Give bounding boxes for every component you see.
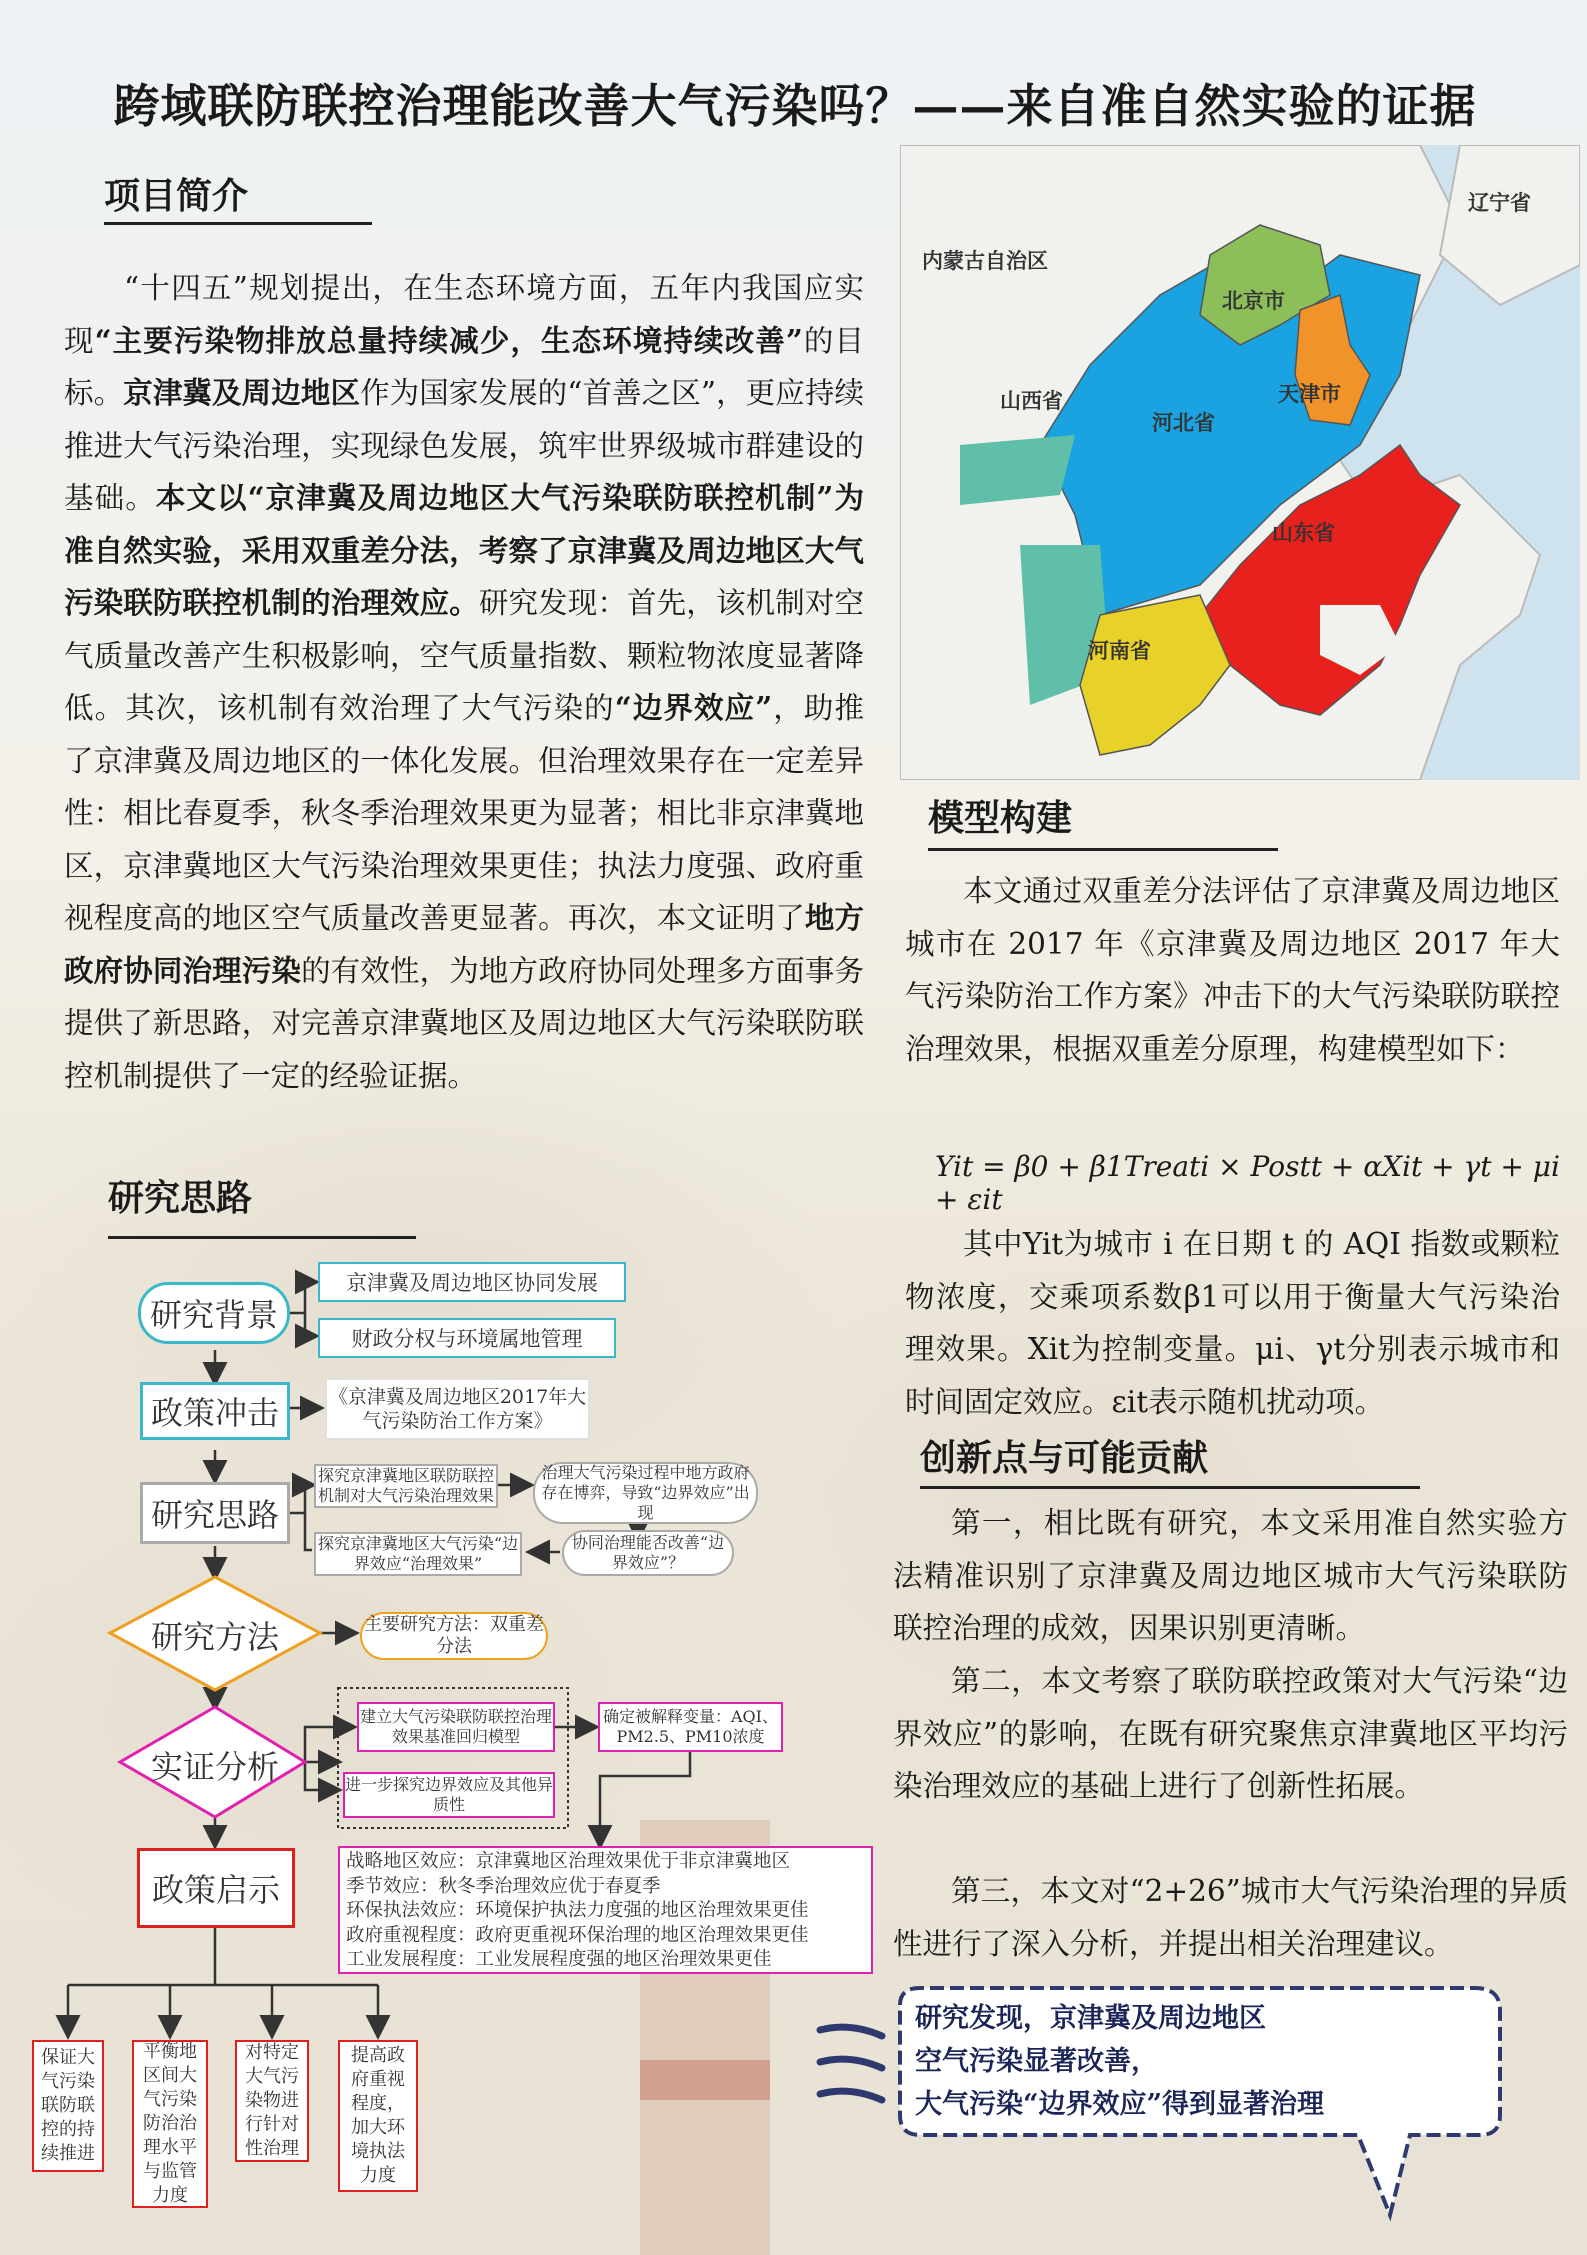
node-research-method: 研究方法 bbox=[150, 1618, 279, 1656]
policy-item: 《京津冀及周边地区2017年大气污染防治工作方案》 bbox=[325, 1378, 590, 1440]
innovation-point-3: 第三，本文对“2+26”城市大气污染治理的异质性进行了深入分析，并提出相关治理建议。 bbox=[893, 1874, 1568, 1961]
results-box bbox=[338, 1846, 873, 1974]
intro-heading: 项目简介 bbox=[104, 175, 249, 217]
method-item: 主要研究方法：双重差分法 bbox=[360, 1612, 548, 1660]
label-shandong: 山东省 bbox=[1272, 520, 1335, 545]
implication-leaf-1: 保证大气污染联防联控的持续推进 bbox=[32, 2040, 104, 2172]
idea-item-4: 协同治理能否改善“边界效应”？ bbox=[562, 1530, 734, 1576]
research-heading: 研究思路 bbox=[108, 1177, 253, 1219]
empirical-item-1: 建立大气污染联防联控治理效果基准回归模型 bbox=[357, 1702, 555, 1752]
bubble-text: 研究发现，京津冀及周边地区 空气污染显著改善， 大气污染“边界效应”得到显著治理 bbox=[915, 2003, 1325, 2120]
label-neimenggu: 内蒙古自治区 bbox=[922, 248, 1048, 273]
result-enforcement: 环保执法效应：环境保护执法力度强的地区治理效果更佳 bbox=[346, 1900, 809, 1921]
innovation-heading: 创新点与可能贡献 bbox=[920, 1437, 1209, 1479]
node-policy-implication: 政策启示 bbox=[137, 1848, 295, 1928]
result-industry: 工业发展程度：工业发展程度强的地区治理效果更佳 bbox=[346, 1949, 772, 1970]
node-policy-shock: 政策冲击 bbox=[140, 1382, 290, 1440]
label-henan: 河南省 bbox=[1088, 638, 1151, 663]
implication-leaf-4: 提高政府重视程度，加大环境执法力度 bbox=[338, 2040, 418, 2192]
implication-leaf-2: 平衡地区间大气污染防治治理水平与监管力度 bbox=[132, 2040, 208, 2208]
bg-item-2: 财政分权与环境属地管理 bbox=[318, 1318, 616, 1358]
innovation-point-1: 第一，相比既有研究，本文采用准自然实验方法精准识别了京津冀及周边地区城市大气污染联防联控治理的成效，因果识别更清晰。 bbox=[893, 1506, 1568, 1645]
bg-item-1: 京津冀及周边地区协同发展 bbox=[318, 1262, 626, 1302]
implication-leaf-3: 对特定大气污染物进行针对性治理 bbox=[235, 2040, 309, 2162]
empirical-item-2: 进一步探究边界效应及其他异质性 bbox=[343, 1772, 555, 1818]
poster-title: 跨域联防联控治理能改善大气污染吗？——来自准自然实验的证据 bbox=[113, 79, 1477, 133]
idea-item-3: 探究京津冀地区大气污染“边界效应“治理效果” bbox=[314, 1532, 522, 1576]
label-tianjin: 天津市 bbox=[1278, 381, 1341, 406]
node-research-idea: 研究思路 bbox=[140, 1482, 290, 1544]
result-government: 政府重视程度：政府更重视环保治理的地区治理效果更佳 bbox=[346, 1924, 809, 1946]
result-season: 季节效应：秋冬季治理效应优于春夏季 bbox=[346, 1875, 661, 1897]
idea-item-1: 探究京津冀地区联防联控机制对大气污染治理效果 bbox=[314, 1464, 498, 1508]
idea-item-2: 治理大气污染过程中地方政府存在博弈，导致“边界效应”出现 bbox=[533, 1462, 758, 1524]
innovation-point-2: 第二，本文考察了联防联控政策对大气污染“边界效应”的影响，在既有研究聚焦京津冀地区平均污染治理效应的基础上进行了创新性拓展。 bbox=[893, 1664, 1568, 1803]
model-explanation: 其中Yit为城市 i 在日期 t 的 AQI 指数或颗粒物浓度，交乘项系数β1可以用于衡量大气污染治理效果。Xit为控制变量。μi、γt分别表示城市和时间固定效应。εit表示随机扰动项。 bbox=[905, 1227, 1560, 1419]
empirical-item-3: 确定被解释变量：AQI、PM2.5、PM10浓度 bbox=[598, 1702, 783, 1752]
label-hebei: 河北省 bbox=[1152, 410, 1215, 435]
label-shanxi: 山西省 bbox=[1000, 388, 1063, 413]
label-liaoning: 辽宁省 bbox=[1468, 190, 1531, 215]
model-heading: 模型构建 bbox=[928, 797, 1073, 839]
intro-paragraph: “十四五”规划提出，在生态环境方面，五年内我国应实现“主要污染物排放总量持续减少，生态环境持续改善”的目标。京津冀及周边地区作为国家发展的“首善之区”，更应持续推进大气污染治理，实现绿色发展，筑牢世界级城市群建设的基础。本文以“京津冀及周边地区大气污染联防联控机制”为准自然实验，采用双重差分法，考察了京津冀及周边地区大气污染联防联控机制的治理效应。研究发现：首先，该机制对空气质量改善产生积极影响，空气质量指数、颗粒物浓度显著降低。其次，该机制有效治理了大气污染的“边界效应”，助推了京津冀及周边地区的一体化发展。但治理效果存在一定差异性：相比春夏季，秋冬季治理效果更为显著；相比非京津冀地区，京津冀地区大气污染治理效果更佳；执法力度强、政府重视程度高的地区空气质量改善更显著。再次，本文证明了地方政府协同治理污染的有效性，为地方政府协同处理多方面事务提供了新思路，对完善京津冀地区及周边地区大气污染联防联控机制提供了一定的经验证据。 bbox=[64, 271, 864, 1093]
model-paragraph: 本文通过双重差分法评估了京津冀及周边地区城市在 2017 年《京津冀及周边地区 2017 年大气污染防治工作方案》冲击下的大气污染联防联控治理效果，根据双重差分原理，构建模型如下： bbox=[905, 874, 1560, 1066]
result-strategic: 战略地区效应：京津冀地区治理效果优于非京津冀地区 bbox=[346, 1851, 791, 1872]
node-empirical-analysis: 实证分析 bbox=[150, 1748, 279, 1786]
node-research-background: 研究背景 bbox=[138, 1282, 290, 1344]
did-formula: Yit = β0 + β1Treati × Postt + αXit + γt + μi + εit bbox=[935, 1150, 1560, 1216]
label-beijing: 北京市 bbox=[1222, 288, 1285, 313]
